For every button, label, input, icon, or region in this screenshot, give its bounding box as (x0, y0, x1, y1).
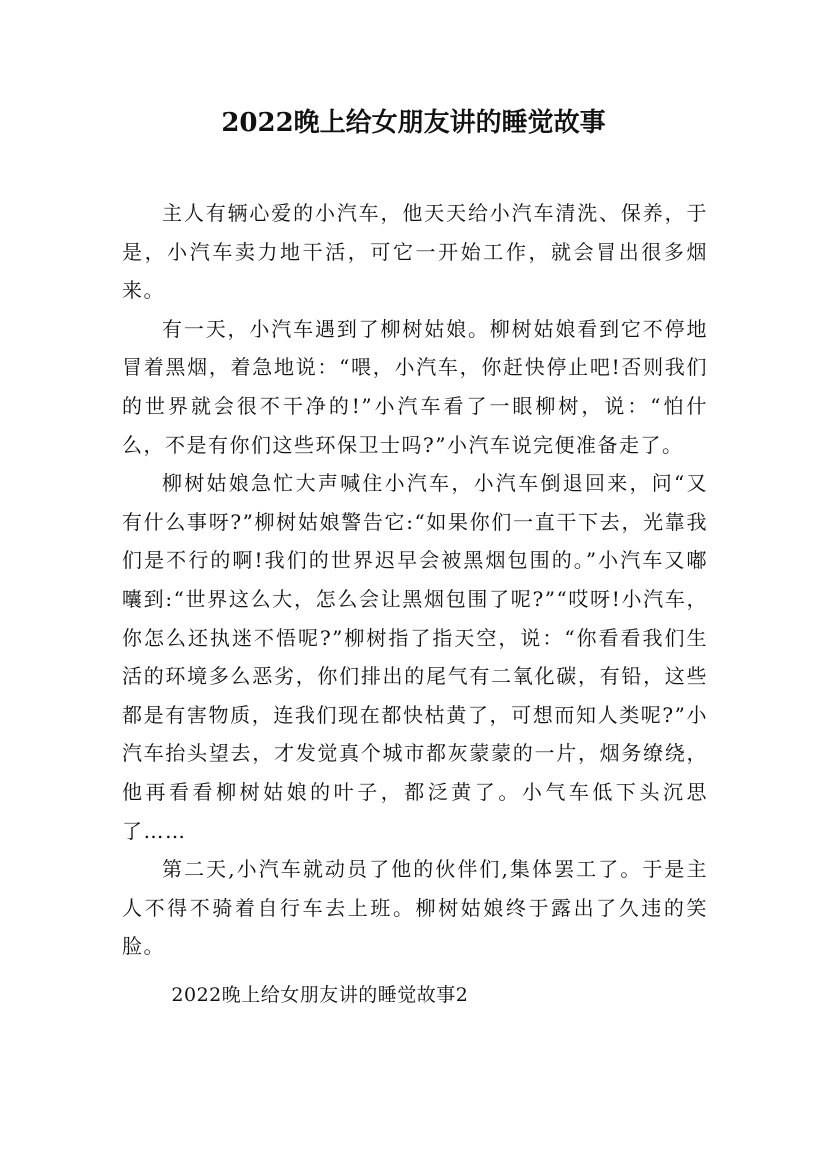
section-subheading: 2022晚上给女朋友讲的睡觉故事2 (171, 983, 469, 1006)
paragraph-1: 主人有辆心爱的小汽车，他天天给小汽车清洗、保养，于是，小汽车卖力地干活，可它一开始工作，就会冒出很多烟来。 (122, 201, 708, 303)
document-title: 2022晚上给女朋友讲的睡觉故事 (221, 108, 606, 138)
paragraph-3: 柳树姑娘急忙大声喊住小汽车，小汽车倒退回来，问“又有什么事呀?”柳树姑娘警告它:“如果你们一直干下去，光靠我们是不行的啊!我们的世界迟早会被黑烟包围的。”小汽车又嘟囔到:“世界这么大，怎么会让黑烟包围了呢?”“哎呀!小汽车，你怎么还执迷不悟呢?”柳树指了指天空，说：“你看看我们生活的环境多么恶劣，你们排出的尾气有二氧化碳，有铅，这些都是有害物质，连我们现在都快枯黄了，可想而知人类呢?”小汽车抬头望去，才发觉真个城市都灰蒙蒙的一片，烟务缭绕，他再看看柳树姑娘的叶子，都泛黄了。小气车低下头沉思了…… (122, 471, 708, 843)
paragraph-2: 有一天，小汽车遇到了柳树姑娘。柳树姑娘看到它不停地冒着黑烟，着急地说：“喂，小汽车，你赶快停止吧!否则我们的世界就会很不干净的!”小汽车看了一眼柳树，说：“怕什么，不是有你们这些环保卫士吗?”小汽车说完便准备走了。 (122, 316, 708, 457)
paragraph-4: 第二天,小汽车就动员了他的伙伴们,集体罢工了。于是主人不得不骑着自行车去上班。柳树姑娘终于露出了久违的笑脸。 (122, 857, 708, 959)
document-body (122, 194, 708, 1012)
